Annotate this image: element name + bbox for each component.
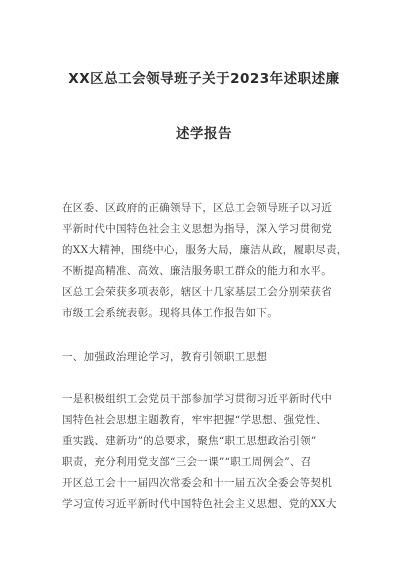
paragraph-1-line: 市级工会系统表彰。现将具体工作报告如下。	[62, 307, 278, 319]
paragraph-2-line: 学习宣传习近平新时代中国特色社会主义思想、党的XX大	[62, 498, 337, 510]
paragraph-2-line: 重实践、建新功”的总要求，聚焦“职工思想政治引领”	[62, 435, 317, 447]
document-title-line-1: XX区总工会领导班子关于2023年述职述廉	[68, 71, 340, 87]
paragraph-1-line: 平新时代中国特色社会主义思想为指导，深入学习贯彻党	[62, 223, 332, 235]
section-1-heading: 一、加强政治理论学习，教育引领职工思想	[62, 351, 268, 363]
paragraph-2-line: 一是积极组织工会党员干部参加学习贯彻习近平新时代中	[62, 393, 332, 405]
paragraph-2-line: 国特色社会思想主题教育，牢牢把握“学思想、强党性、	[62, 414, 327, 426]
paragraph-2-line: 职责，充分利用党支部“三会一课”“职工周例会”、召	[62, 456, 312, 468]
document-title-line-2: 述学报告	[176, 126, 232, 142]
paragraph-1-line: 在区委、区政府的正确领导下，区总工会领导班子以习近	[62, 202, 332, 214]
paragraph-1-line: 区总工会荣获多项表彰，辖区十几家基层工会分别荣获省	[62, 286, 332, 298]
paragraph-1-line: 的XX大精神，围绕中心，服务大局，廉洁从政，履职尽责，	[62, 244, 348, 256]
paragraph-1-line: 不断提高精准、高效、廉洁服务职工群众的能力和水平。	[62, 265, 332, 277]
paragraph-2-line: 开区总工会十一届四次常委会和十一届五次全委会等契机	[62, 477, 332, 489]
